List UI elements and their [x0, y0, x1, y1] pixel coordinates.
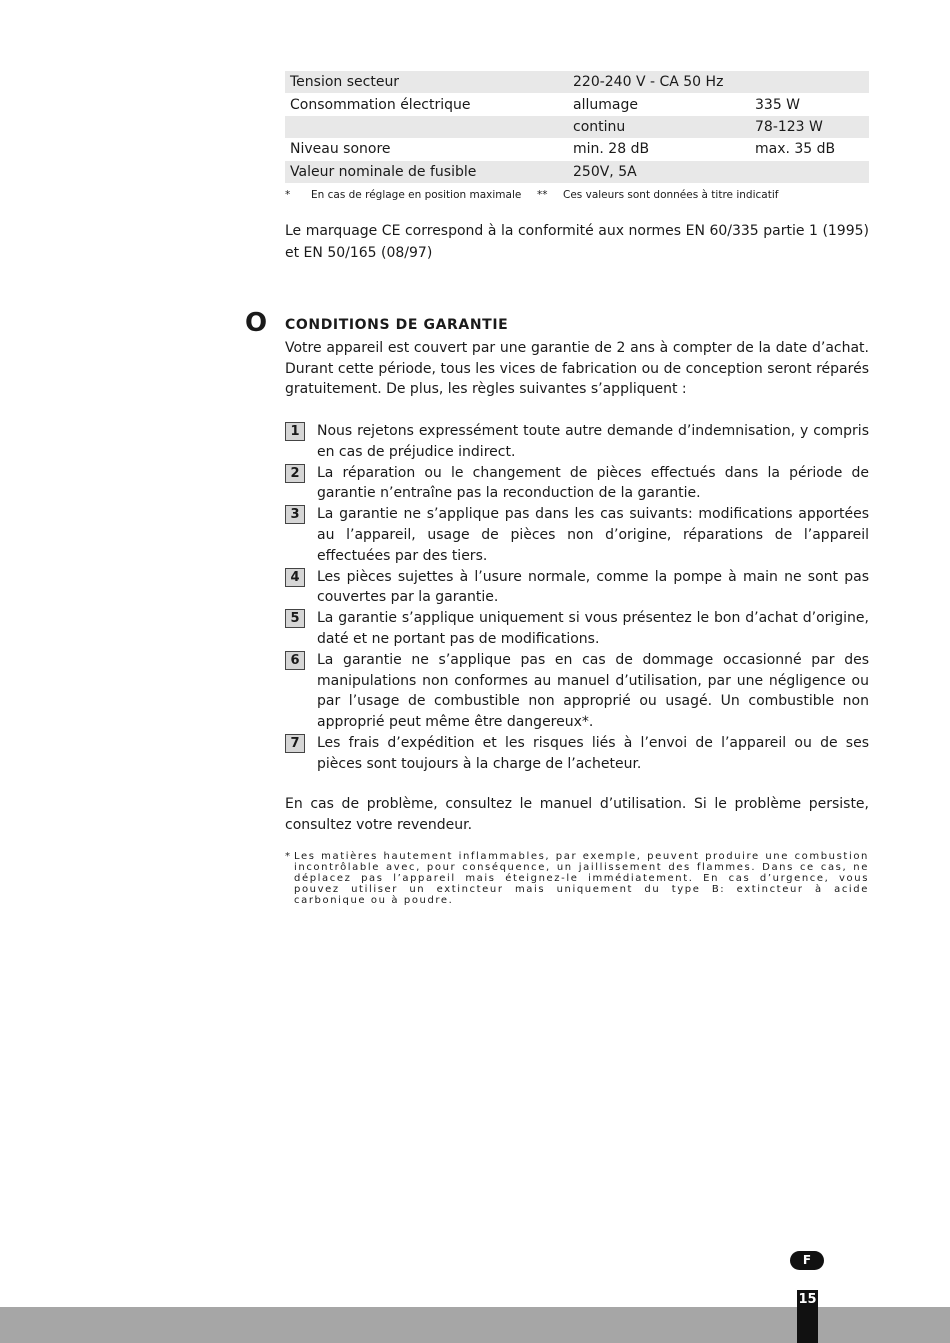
spec-row	[285, 93, 869, 115]
spec-value: 250V, 5A	[573, 163, 637, 180]
spec-label: Niveau sonore	[290, 141, 391, 158]
item-number: 2	[285, 464, 305, 483]
item-text: La garantie ne s’applique pas en cas de dommage occasionné par des manipulations non conformes au manuel d’utilisation, par une négligence ou par l’usage de combustible non approprié ou usagé. Un combustible non approprié peut même être dangereux*.	[317, 651, 869, 731]
item-number: 6	[285, 651, 305, 670]
footnote-mark: *	[285, 189, 291, 201]
note-text: Les matières hautement inflammables, par exemple, peuvent produire une combustion incontrôlable avec, pour conséquence, un jaillissement des flammes. Dans ce cas, ne déplacez pas l’appareil mais éteignez-le immédiatement. En cas d’urgence, vous pouvez utiliser un extincteur mais uniquement du type B: extincteur à acide carbonique ou à poudre.	[294, 851, 869, 906]
spec-value: min. 28 dB	[573, 141, 650, 158]
list-item	[285, 463, 869, 505]
footnote-mark: **	[537, 189, 548, 201]
item-number: 1	[285, 422, 305, 441]
section-letter: O	[245, 308, 268, 338]
spec-label: Consommation électrique	[290, 96, 471, 113]
item-text: La garantie ne s’applique pas dans les cas suivants: modifications apportées au l’appareil, usage de pièces non d’origine, réparations de l’appareil effectuées par des tiers.	[317, 506, 869, 564]
list-item	[285, 421, 869, 463]
note-mark: *	[285, 851, 290, 862]
footnote-text: Ces valeurs sont données à titre indicatif	[563, 189, 779, 201]
item-number: 3	[285, 505, 305, 524]
ce-marking-text: Le marquage CE correspond à la conformité aux normes EN 60/335 partie 1 (1995) et EN 50/165 (08/97)	[285, 223, 869, 261]
spec-label: Valeur nominale de fusible	[290, 163, 477, 180]
item-text: Nous rejetons expressément toute autre demande d’indemnisation, y compris en cas de préjudice indirect.	[317, 423, 869, 460]
warranty-list	[285, 421, 869, 775]
item-text: La réparation ou le changement de pièces effectués dans la période de garantie n’entraîne pas la reconduction de la garantie.	[317, 464, 869, 502]
item-text: La garantie s’applique uniquement si vous présentez le bon d’achat d’origine, daté et ne portant pas de modifications.	[317, 610, 869, 647]
item-number: 7	[285, 734, 305, 753]
hazard-note	[285, 851, 869, 906]
list-item	[285, 733, 869, 775]
list-item	[285, 650, 869, 733]
page-number: 15	[797, 1290, 818, 1343]
spec-row	[285, 116, 869, 138]
spec-value: 220-240 V - CA 50 Hz	[573, 74, 724, 91]
footnote	[285, 189, 537, 201]
list-item	[285, 608, 869, 650]
spec-footnotes	[285, 189, 869, 201]
language-badge: F	[790, 1251, 824, 1270]
list-item	[285, 567, 869, 609]
spec-label: Tension secteur	[290, 74, 400, 91]
section-title: CONDITIONS DE GARANTIE	[285, 317, 509, 333]
item-number: 4	[285, 568, 305, 587]
spec-value: continu	[573, 118, 626, 135]
list-item	[285, 504, 869, 566]
spec-row	[285, 138, 869, 160]
spec-table	[285, 71, 869, 183]
item-number: 5	[285, 609, 305, 628]
spec-row	[285, 161, 869, 183]
spec-value-2: 335 W	[755, 96, 801, 113]
item-text: Les frais d’expédition et les risques liés à l’envoi de l’appareil ou de ses pièces sont toujours à la charge de l’acheteur.	[317, 734, 869, 772]
section-intro: Votre appareil est couvert par une garantie de 2 ans à compter de la date d’achat. Durant cette période, tous les vices de fabrication ou de conception seront réparés gratuitement. De plus, les règles suivantes s’appliquent :	[285, 340, 869, 398]
footnote-text: En cas de réglage en position maximale	[311, 189, 522, 201]
spec-value-2: 78-123 W	[755, 118, 823, 135]
spec-row	[285, 71, 869, 93]
footnote	[537, 189, 778, 201]
item-text: Les pièces sujettes à l’usure normale, comme la pompe à main ne sont pas couvertes par la garantie.	[317, 568, 869, 606]
spec-value-2: max. 35 dB	[755, 141, 836, 158]
closing-paragraph: En cas de problème, consultez le manuel d’utilisation. Si le problème persiste, consultez votre revendeur.	[285, 796, 869, 833]
spec-value: allumage	[573, 96, 638, 113]
